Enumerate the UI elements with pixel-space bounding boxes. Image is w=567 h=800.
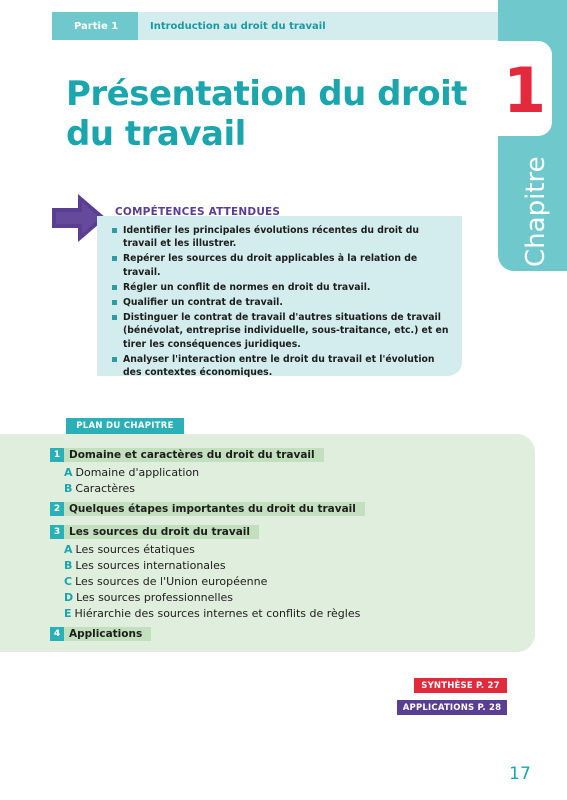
- part-label: Partie 1: [52, 12, 138, 40]
- plan-section-title: Les sources du droit du travail: [64, 525, 259, 539]
- competences-heading: COMPÉTENCES ATTENDUES: [115, 206, 281, 218]
- plan-sub-letter: D: [64, 591, 74, 604]
- competence-item: Qualifier un contrat de travail.: [110, 296, 452, 309]
- synthese-link[interactable]: SYNTHÈSE P. 27: [414, 678, 507, 693]
- competence-item: Régler un conflit de normes en droit du travail.: [110, 281, 452, 294]
- competence-item: Repérer les sources du droit applicables à la relation de travail.: [110, 252, 452, 279]
- chapter-word: Chapitre: [521, 156, 551, 267]
- plan-section-3: [50, 525, 259, 539]
- page-title-line2: du travail: [66, 114, 246, 154]
- plan-section-4: [50, 627, 151, 641]
- plan-section-number: 4: [50, 627, 64, 641]
- competences-list: [110, 224, 452, 381]
- plan-section-2: [50, 502, 365, 516]
- chapter-number: 1: [503, 54, 547, 127]
- plan-sub-letter: C: [64, 575, 73, 588]
- plan-sub-text: Hiérarchie des sources internes et conflits de règles: [74, 607, 361, 620]
- plan-subsection: [64, 607, 360, 621]
- plan-sub-letter: B: [64, 482, 73, 495]
- plan-section-1: [50, 448, 324, 462]
- plan-sub-text: Domaine d'application: [75, 466, 200, 479]
- page-title-line1: Présentation du droit: [66, 74, 468, 114]
- plan-subsection: [64, 575, 267, 589]
- plan-section-title: Quelques étapes importantes du droit du travail: [64, 502, 365, 516]
- plan-sub-text: Les sources étatiques: [75, 543, 195, 556]
- plan-section-number: 3: [50, 525, 64, 539]
- plan-section-number: 1: [50, 448, 64, 462]
- plan-sub-text: Les sources de l'Union européenne: [75, 575, 268, 588]
- plan-sub-text: Les sources professionnelles: [76, 591, 234, 604]
- competence-item: Analyser l'interaction entre le droit du travail et l'évolution des contextes économiques.: [110, 353, 452, 380]
- plan-sub-letter: B: [64, 559, 73, 572]
- applications-link[interactable]: APPLICATIONS P. 28: [397, 700, 507, 715]
- plan-subsection: [64, 559, 226, 573]
- plan-subsection: [64, 543, 195, 557]
- plan-subsection: [64, 591, 233, 605]
- plan-sub-text: Les sources internationales: [75, 559, 226, 572]
- plan-section-number: 2: [50, 502, 64, 516]
- plan-sub-letter: E: [64, 607, 72, 620]
- plan-label: PLAN DU CHAPITRE: [66, 418, 184, 434]
- part-title: Introduction au droit du travail: [150, 20, 326, 32]
- plan-sub-letter: A: [64, 543, 73, 556]
- plan-section-title: Domaine et caractères du droit du travail: [64, 448, 324, 462]
- page-number: 17: [509, 764, 531, 784]
- competence-item: Identifier les principales évolutions récentes du droit du travail et les illustrer.: [110, 224, 452, 251]
- plan-sub-letter: A: [64, 466, 73, 479]
- competence-item: Distinguer le contrat de travail d'autres situations de travail (bénévolat, entreprise individuelle, sous-traitance, etc.) et en tirer les conséquences juridiques.: [110, 311, 452, 351]
- plan-subsection: [64, 482, 135, 496]
- plan-sub-text: Caractères: [75, 482, 135, 495]
- plan-subsection: [64, 466, 199, 480]
- page-title: [66, 74, 486, 154]
- plan-section-title: Applications: [64, 627, 151, 641]
